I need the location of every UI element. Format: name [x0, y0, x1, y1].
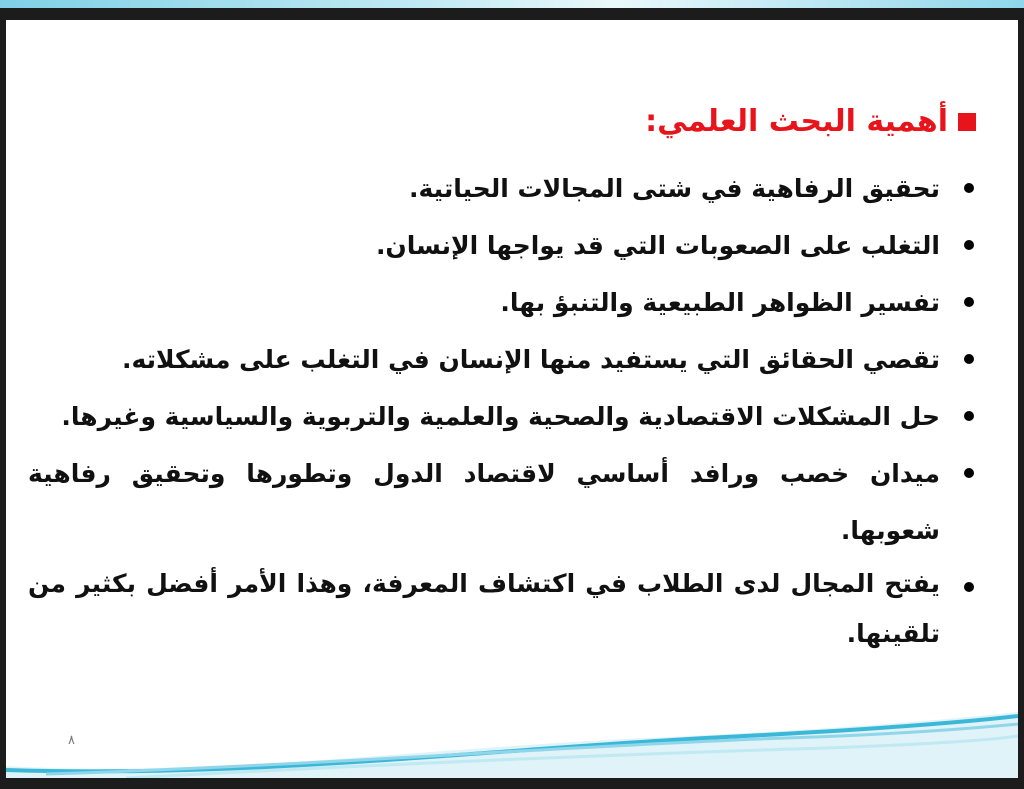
bullet-dot-icon: [964, 468, 974, 478]
bullet-item: [28, 331, 978, 388]
bullet-text: التغلب على الصعوبات التي قد يواجها الإنسان.: [375, 231, 940, 260]
slide-title-row: [645, 104, 976, 139]
bullet-text: حل المشكلات الاقتصادية والصحية والعلمية والتربوية والسياسية وغيرها.: [61, 402, 940, 431]
bullet-dot-icon: [964, 354, 974, 364]
bullet-item: [28, 274, 978, 331]
slide: [6, 20, 1018, 778]
bullet-text: تفسير الظواهر الطبيعية والتنبؤ بها.: [500, 288, 940, 317]
decorative-wave-footer: [6, 708, 1018, 778]
bullet-dot-icon: [964, 582, 974, 592]
bullet-text: تحقيق الرفاهية في شتى المجالات الحياتية.: [408, 174, 940, 203]
bullet-list: [28, 160, 978, 659]
bullet-text: يفتح المجال لدى الطلاب في اكتشاف المعرفة، وهذا الأمر أفضل بكثير من تلقينها.: [28, 569, 940, 648]
bullet-item: [28, 388, 978, 445]
title-square-bullet-icon: [958, 113, 976, 131]
bullet-dot-icon: [964, 297, 974, 307]
bullet-item: [28, 559, 978, 659]
bullet-item: [28, 217, 978, 274]
bullet-text: تقصي الحقائق التي يستفيد منها الإنسان في التغلب على مشكلاته.: [121, 345, 940, 374]
slide-title: أهمية البحث العلمي:: [645, 104, 948, 139]
top-decorative-strip: [0, 0, 1024, 8]
bullet-dot-icon: [964, 411, 974, 421]
bullet-item: [28, 160, 978, 217]
page-number: ٨: [68, 733, 75, 748]
bullet-text: ميدان خصب ورافد أساسي لاقتصاد الدول وتطورها وتحقيق رفاهية شعوبها.: [28, 459, 940, 545]
bullet-item: [28, 445, 978, 559]
bullet-dot-icon: [964, 240, 974, 250]
bullet-dot-icon: [964, 183, 974, 193]
